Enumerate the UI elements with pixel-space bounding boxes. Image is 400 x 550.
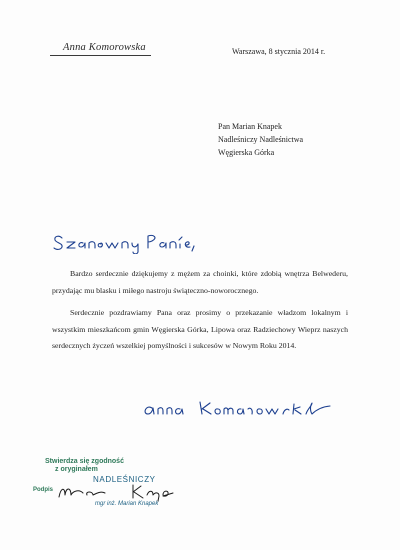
stamp-sign-label: Podpis (33, 487, 54, 493)
recipient-place: Węgierska Górka (218, 148, 275, 157)
body-paragraph: Bardzo serdecznie dziękujemy z mężem za choinki, które zdobią wnętrza Belwederu, przydając mu blasku i miłego nastroju świąteczno-noworocznego. (52, 269, 348, 295)
letter-body (52, 266, 348, 361)
body-paragraph: Serdecznie pozdrawiamy Pana oraz prosimy o przekazanie władzom lokalnym i wszystkim mieszkańcom gmin Węgierska Górka, Lipowa oraz Radziechowy Wieprz naszych serdecznych życzeń wszelkiej pomyślności i sukcesów w Nowym Roku 2014. (52, 308, 348, 350)
stamp-signature (53, 481, 183, 503)
stamp-name: mgr inż. Marian Knapek (95, 501, 159, 507)
letterhead-name: Anna Komorowska (63, 42, 146, 53)
place-date: Warszawa, 8 stycznia 2014 r. (232, 47, 326, 56)
recipient-title: Nadleśniczy Nadleśnictwa (218, 135, 304, 144)
stamp-office: NADLEŚNICZY (93, 475, 156, 484)
recipient-name: Pan Marian Knapek (218, 122, 282, 131)
stamp-original-line: z oryginałem (55, 466, 98, 473)
certification-stamp (33, 455, 188, 540)
letterhead-rule (50, 55, 151, 56)
recipient-block (218, 120, 303, 159)
stamp-certification-line: Stwierdza się zgodność (45, 458, 124, 465)
handwritten-signature (140, 398, 354, 420)
handwritten-salutation (52, 226, 198, 254)
